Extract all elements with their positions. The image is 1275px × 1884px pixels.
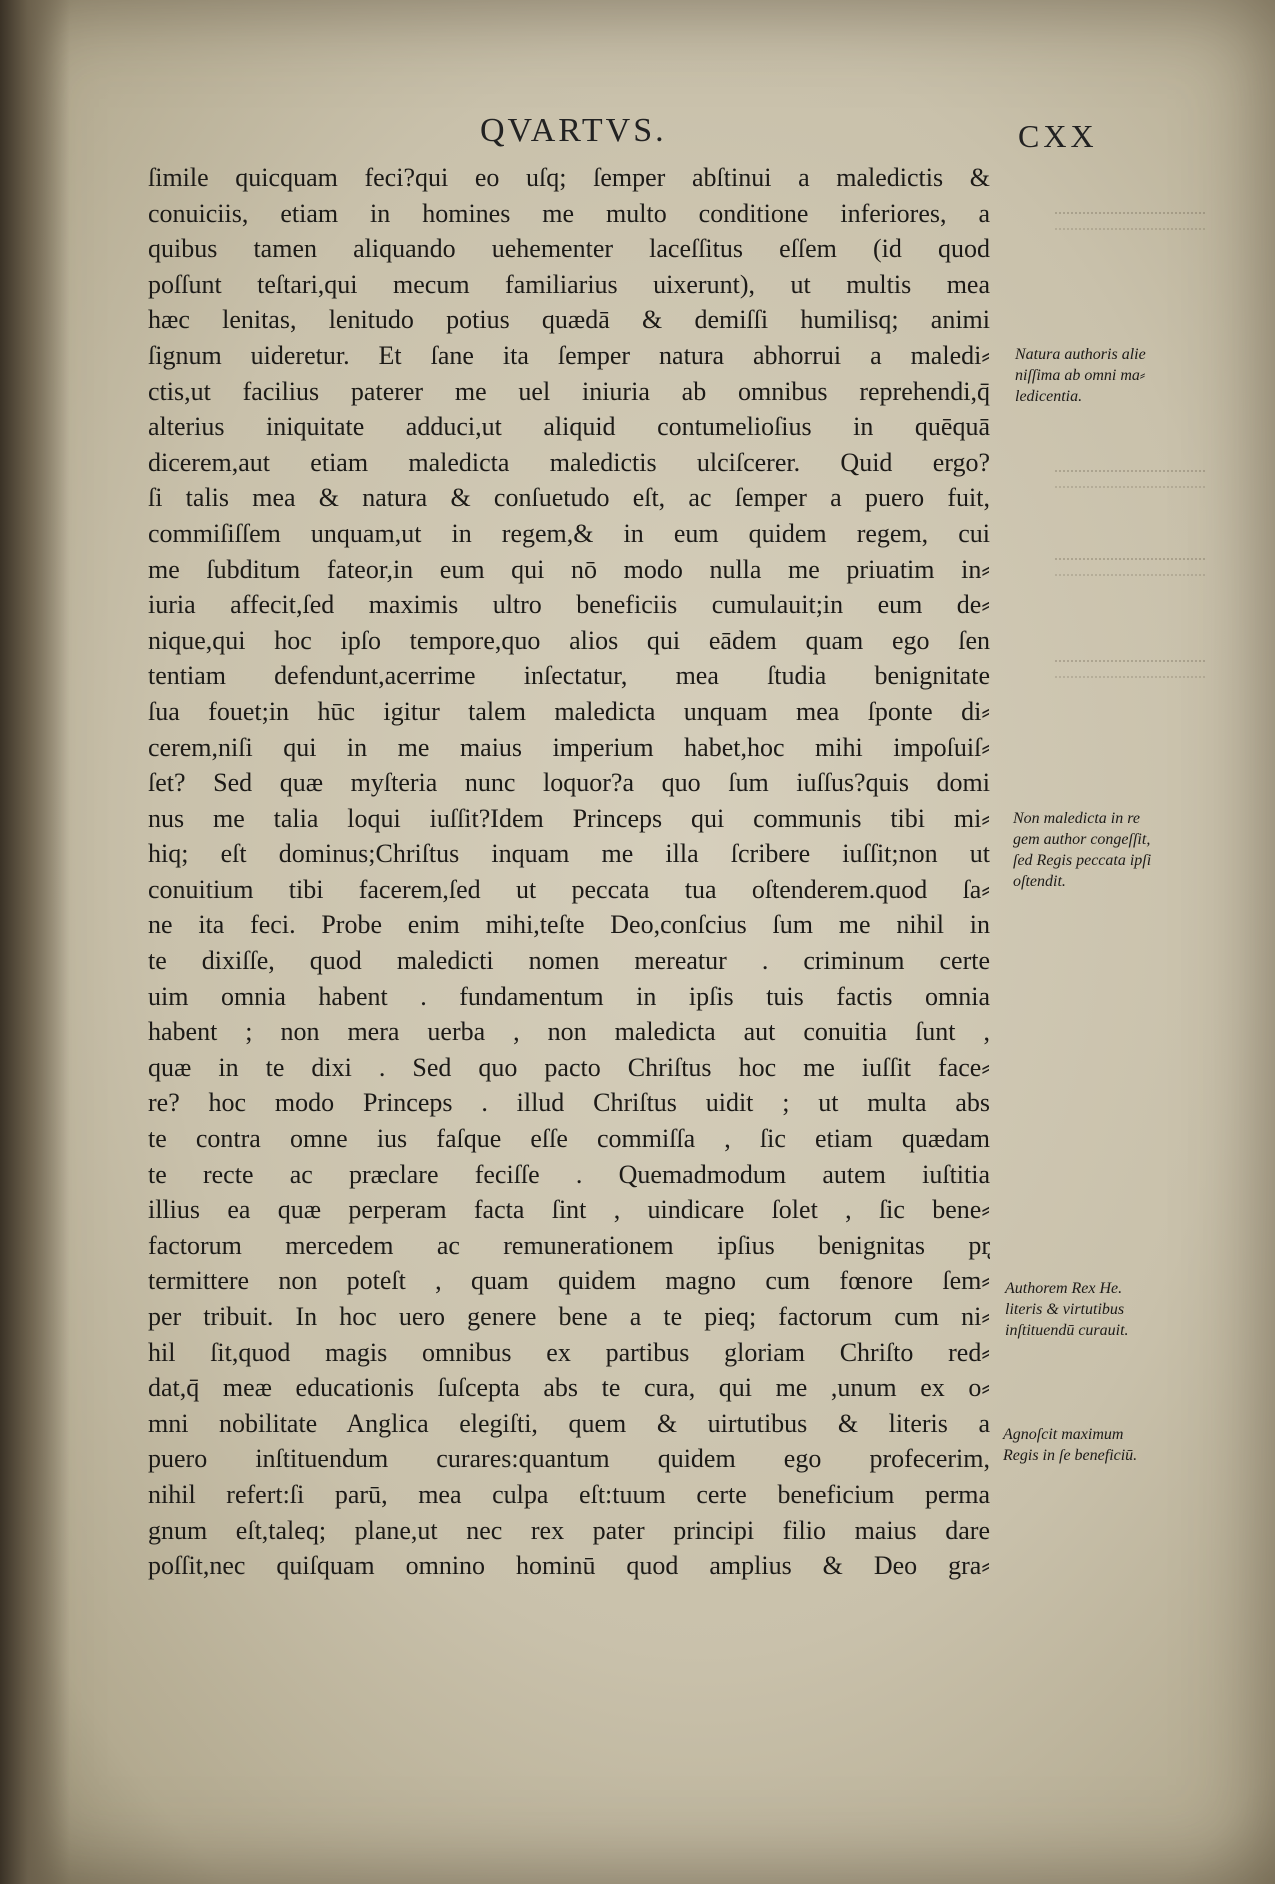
- text-line: te contra omne ius faſque eſſe commiſſa , ſic etiam quædam: [148, 1124, 990, 1154]
- text-line: gnum eſt,taleq; plane,ut nec rex pater principi filio maius dare: [148, 1515, 990, 1545]
- text-line: quæ in te dixi . Sed quo pacto Chriſtus hoc me iuſſit face⸗: [148, 1052, 990, 1082]
- text-line: iuria affecit,ſed maximis ultro beneficiis cumulauit;in eum de⸗: [148, 590, 990, 620]
- text-line: illius ea quæ perperam facta ſint , uindicare ſolet , ſic bene⸗: [148, 1195, 990, 1225]
- text-line: conuitium tibi facerem,ſed ut peccata tua oſtenderem.quod ſa⸗: [148, 874, 990, 904]
- show-through-mark: [1055, 558, 1205, 576]
- marginal-note: [1005, 1278, 1155, 1341]
- marginal-note: [1003, 1424, 1153, 1466]
- marginal-note-line: oſtendit.: [1013, 873, 1066, 890]
- text-line: nus me talia loqui iuſſit?Idem Princeps qui communis tibi mi⸗: [148, 803, 990, 833]
- text-line: ctis,ut facilius paterer me uel iniuria ab omnibus reprehendi,q̄: [148, 376, 990, 406]
- text-line: per tribuit. In hoc uero genere bene a te pieq; factorum cum ni⸗: [148, 1302, 990, 1331]
- text-line: cerem,niſi qui in me maius imperium habet,hoc mihi impoſuiſ⸗: [148, 732, 990, 762]
- text-line: termittere non poteſt , quam quidem magno cum fœnore ſem⸗: [148, 1266, 990, 1296]
- show-through-mark: [1055, 470, 1205, 488]
- marginal-note-line: ſed Regis peccata ipſi: [1013, 852, 1152, 869]
- text-line: ſet? Sed quæ myſteria nunc loquor?a quo ſum iuſſus?quis domi: [148, 768, 990, 798]
- text-line: alterius iniquitate adduci,ut aliquid contumelioſius in quēquā: [148, 412, 990, 442]
- marginal-note-line: niſſima ab omni ma⸗: [1015, 367, 1146, 384]
- marginal-note: [1015, 344, 1165, 407]
- page-gutter-shadow: [0, 0, 70, 1884]
- text-line: ſi talis mea & natura & conſuetudo eſt, ac ſemper a puero fuit,: [148, 483, 990, 513]
- marginal-note-line: gem author congeſſit,: [1013, 831, 1151, 848]
- text-line: ſignum uideretur. Et ſane ita ſemper natura abhorrui a maledi⸗: [148, 340, 990, 370]
- text-line: puero inſtituendum curares:quantum quidem ego profecerim,: [148, 1444, 990, 1474]
- marginal-note-line: Non maledicta in re: [1013, 810, 1140, 827]
- marginal-note-line: Authorem Rex He.: [1005, 1280, 1123, 1297]
- marginal-note-line: literis & virtutibus: [1005, 1301, 1125, 1318]
- text-line: factorum mercedem ac remunerationem ipſius benignitas pr̨: [148, 1230, 990, 1260]
- text-line: tentiam defendunt,acerrime inſectatur, mea ſtudia benignitate: [148, 661, 990, 691]
- marginal-note-line: Agnoſcit maximum: [1003, 1426, 1124, 1443]
- text-line: nique,qui hoc ipſo tempore,quo alios qui eādem quam ego ſen: [148, 625, 990, 655]
- text-line: habent ; non mera uerba , non maledicta aut conuitia ſunt ,: [148, 1017, 990, 1047]
- marginal-note: [1013, 808, 1163, 892]
- text-line: hil ſit,quod magis omnibus ex partibus gloriam Chriſto red⸗: [148, 1337, 990, 1367]
- text-line: me ſubditum fateor,in eum qui nō modo nulla me priuatim in⸗: [148, 554, 990, 584]
- show-through-mark: [1055, 660, 1205, 678]
- text-line: te recte ac præclare feciſſe . Quemadmodum autem iuſtitia: [148, 1159, 990, 1189]
- text-line: hiq; eſt dominus;Chriſtus inquam me illa ſcribere iuſſit;non ut: [148, 839, 990, 869]
- marginal-note-line: inſtituendū curauit.: [1005, 1322, 1129, 1339]
- text-line: conuiciis, etiam in homines me multo conditione inferiores, a: [148, 198, 990, 228]
- text-line: dat,q̄ meæ educationis ſuſcepta abs te cura, qui me ,unum ex o⸗: [148, 1373, 990, 1403]
- text-line: hæc lenitas, lenitudo potius quædā & demiſſi humilisq; animi: [148, 305, 990, 335]
- text-line: uim omnia habent . fundamentum in ipſis tuis factis omnia: [148, 981, 990, 1011]
- marginal-note-line: Regis in ſe beneficiū.: [1003, 1447, 1138, 1464]
- text-line: te dixiſſe, quod maledicti nomen mereatur . criminum certe: [148, 946, 990, 976]
- text-line: poſſunt teſtari,qui mecum familiarius uixerunt), ut multis mea: [148, 269, 990, 299]
- text-line: ſimile quicquam feci?qui eo uſq; ſemper abſtinui a maledictis &: [148, 163, 990, 192]
- folio-number: CXX: [1018, 118, 1098, 154]
- marginal-note-line: Natura authoris alie: [1015, 346, 1146, 363]
- text-line: quibus tamen aliquando uehementer laceſſitus eſſem (id quod: [148, 234, 990, 264]
- text-line: commiſiſſem unquam,ut in regem,& in eum quidem regem, cui: [148, 518, 990, 548]
- text-line: ſua fouet;in hūc igitur talem maledicta unquam mea ſponte di⸗: [148, 696, 990, 726]
- running-head: QVARTVS.: [480, 112, 667, 149]
- text-line: ne ita feci. Probe enim mihi,teſte Deo,conſcius ſum me nihil in: [148, 910, 990, 940]
- marginal-note-line: ledicentia.: [1015, 388, 1083, 405]
- text-line: re? hoc modo Princeps . illud Chriſtus uidit ; ut multa abs: [148, 1088, 990, 1118]
- text-line: mni nobilitate Anglica elegiſti, quem & uirtutibus & literis a: [148, 1408, 990, 1438]
- show-through-mark: [1055, 212, 1205, 230]
- text-line: dicerem,aut etiam maledicta maledictis ulciſcerer. Quid ergo?: [148, 447, 990, 477]
- main-text-block: [148, 160, 990, 1584]
- text-line: nihil refert:ſi parū, mea culpa eſt:tuum certe beneficium perma: [148, 1479, 990, 1509]
- text-line: poſſit,nec quiſquam omnino hominū quod amplius & Deo gra⸗: [148, 1551, 990, 1581]
